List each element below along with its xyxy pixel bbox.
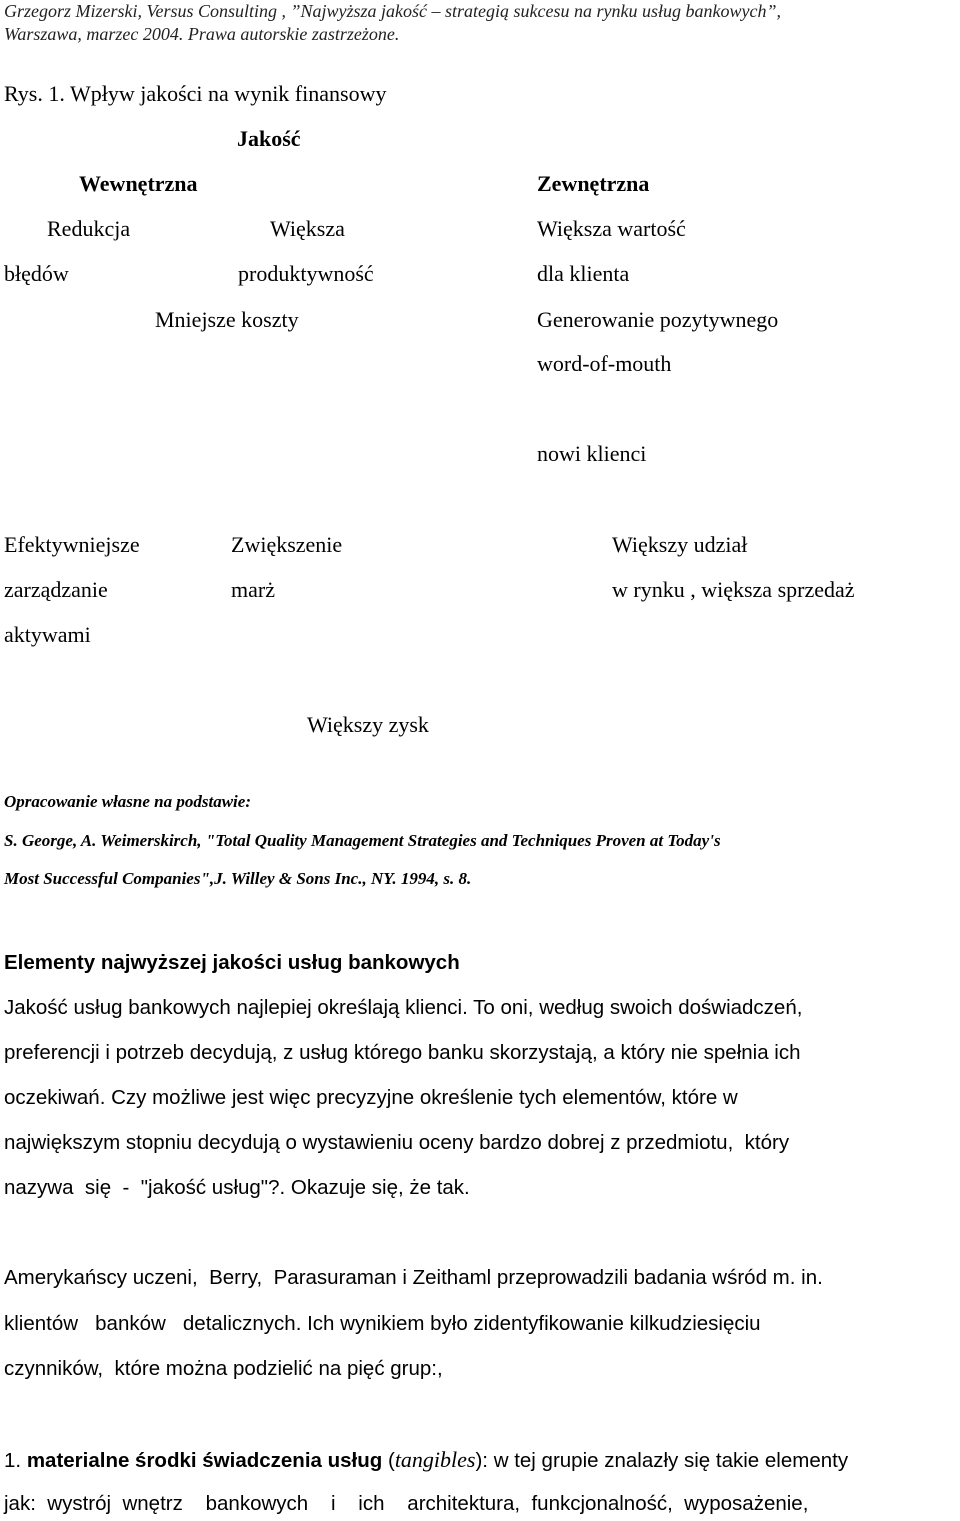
paragraph-1-line-1: Jakość usług bankowych najlepiej określają klienci. To oni, według swoich doświadczeń, — [4, 996, 803, 1019]
list-item-rest: ): w tej grupie znalazły się takie elementy — [475, 1449, 849, 1472]
list-item-1 — [4, 1449, 956, 1472]
diagram-node-zarzadzanie: zarządzanie — [4, 577, 108, 602]
diagram-node-generating: Generowanie pozytywnego — [537, 307, 779, 332]
diagram-node-zwiekszenie: Zwiększenie — [231, 532, 343, 557]
diagram-node-lower-costs: Mniejsze koszty — [155, 307, 299, 332]
diagram-node-external: Zewnętrzna — [537, 171, 650, 196]
source-citation-line-1: S. George, A. Weimerskirch, "Total Quality Management Strategies and Techniques Proven at Today's — [4, 831, 721, 850]
diagram-node-produktywnosc: produktywność — [238, 261, 374, 286]
diagram-node-marz: marż — [231, 577, 275, 602]
source-label: Opracowanie własne na podstawie: — [4, 792, 251, 811]
diagram-node-redukcja: Redukcja — [47, 216, 131, 241]
diagram-node-greater-value: Większa wartość — [537, 216, 686, 241]
list-item-italic-term: tangibles — [394, 1447, 476, 1472]
list-item-number: 1. — [4, 1449, 22, 1472]
list-item-paren: ( — [387, 1449, 395, 1472]
diagram-node-wieksza: Większa — [270, 216, 345, 241]
diagram-node-market-sales: w rynku , większa sprzedaż — [612, 577, 855, 602]
diagram-node-greater-profit: Większy zysk — [307, 712, 429, 737]
diagram-node-efektywniejsze: Efektywniejsze — [4, 532, 140, 557]
paragraph-1-line-4: największym stopniu decydują o wystawieniu oceny bardzo dobrej z przedmiotu, który — [4, 1131, 790, 1154]
section-heading: Elementy najwyższej jakości usług bankowych — [4, 951, 460, 974]
document-header-line-1: Grzegorz Mizerski, Versus Consulting , ”Najwyższa jakość – strategią sukcesu na rynku usług bankowych”, — [4, 1, 781, 21]
paragraph-2-line-1: Amerykańscy uczeni, Berry, Parasuraman i Zeithaml przeprowadzili badania wśród m. in. — [4, 1266, 823, 1289]
paragraph-2-line-3: czynników, które można podzielić na pięć grup:, — [4, 1357, 443, 1380]
source-citation-line-2: Most Successful Companies",J. Willey & Sons Inc., NY. 1994, s. 8. — [4, 869, 472, 888]
diagram-node-market-share: Większy udział — [612, 532, 748, 557]
list-item-1-line-2: jak: wystrój wnętrz bankowych i ich architektura, funkcjonalność, wyposażenie, — [4, 1492, 809, 1515]
figure-caption: Rys. 1. Wpływ jakości na wynik finansowy — [4, 81, 387, 106]
diagram-node-bledow: błędów — [4, 261, 69, 286]
list-item-bold-title: materialne środki świadczenia usług — [26, 1449, 383, 1472]
diagram-node-aktywami: aktywami — [4, 622, 91, 647]
diagram-node-word-of-mouth: word-of-mouth — [537, 351, 672, 376]
paragraph-1-line-5: nazywa się - "jakość usług"?. Okazuje się, że tak. — [4, 1176, 470, 1199]
paragraph-2-line-2: klientów banków detalicznych. Ich wynikiem było zidentyfikowanie kilkudziesięciu — [4, 1312, 761, 1335]
diagram-node-internal: Wewnętrzna — [79, 171, 198, 196]
document-header-line-2: Warszawa, marzec 2004. Prawa autorskie zastrzeżone. — [4, 24, 400, 44]
diagram-node-new-clients: nowi klienci — [537, 441, 647, 466]
paragraph-1-line-3: oczekiwań. Czy możliwe jest więc precyzyjne określenie tych elementów, które w — [4, 1086, 738, 1109]
diagram-node-for-client: dla klienta — [537, 261, 630, 286]
diagram-node-quality: Jakość — [237, 126, 301, 151]
paragraph-1-line-2: preferencji i potrzeb decydują, z usług którego banku skorzystają, a który nie spełnia ich — [4, 1041, 801, 1064]
